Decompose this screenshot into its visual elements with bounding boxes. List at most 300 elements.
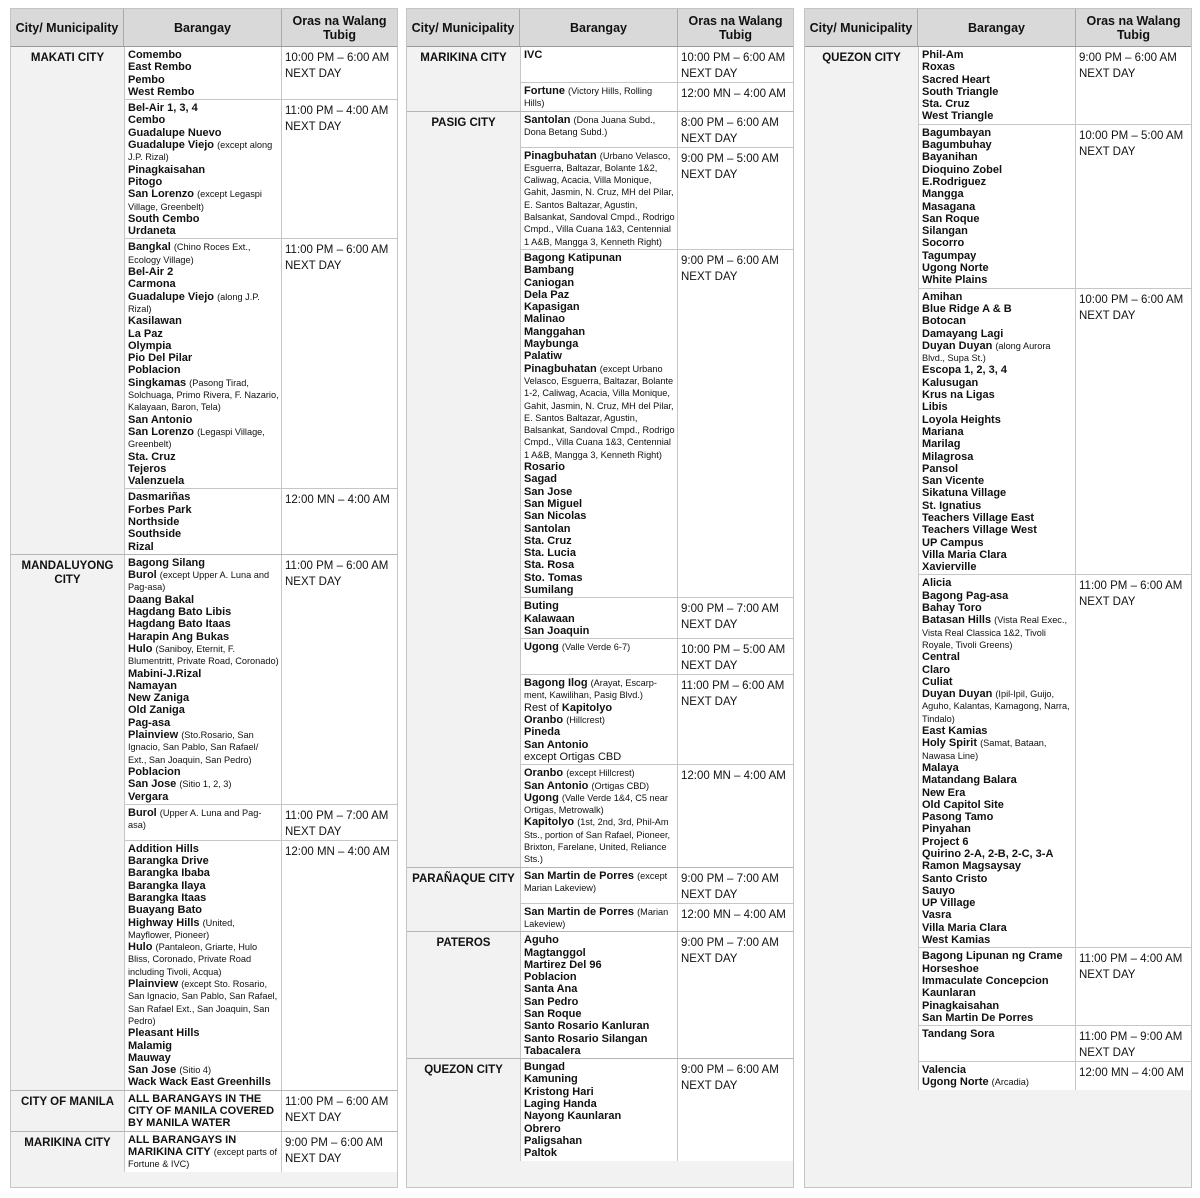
header-time: Oras na Walang Tubig	[1086, 13, 1181, 42]
barangay-name: UP Campus	[922, 536, 984, 549]
barangay-name: Palatiw	[524, 350, 562, 363]
barangay-list	[124, 841, 282, 1090]
barangay-item	[128, 668, 279, 680]
barangay-item	[922, 787, 1073, 799]
barangay-name: Silangan	[922, 225, 968, 238]
schedule-group	[124, 555, 397, 805]
barangay-item	[922, 139, 1073, 151]
barangay-name: Krus na Ligas	[922, 389, 995, 402]
barangay-item	[922, 237, 1073, 249]
barangay-item	[524, 1110, 675, 1122]
barangay-item	[128, 717, 279, 729]
barangay-name: Ugong	[524, 791, 559, 804]
barangay-name: Milagrosa	[922, 450, 974, 463]
barangay-name: San Martin De Porres	[922, 1011, 1034, 1024]
barangay-name: Masagana	[922, 200, 976, 213]
schedule-groups	[918, 47, 1191, 1090]
barangay-note: (Saniboy, Eternit, F. Blumentritt, Private Road, Coronado)	[128, 643, 279, 667]
barangay-item	[524, 767, 675, 779]
barangay-item	[922, 1012, 1073, 1024]
barangay-name: Ugong Norte	[922, 262, 989, 275]
barangay-name: Bambang	[524, 264, 575, 277]
schedule-panel-middle	[406, 8, 794, 1188]
barangay-name: Kalusugan	[922, 376, 979, 389]
barangay-name: San Antonio	[524, 779, 589, 792]
barangay-item	[128, 778, 279, 790]
barangay-list	[520, 1059, 678, 1160]
barangay-name: Malamig	[128, 1039, 173, 1052]
schedule-group	[520, 675, 793, 765]
barangay-item	[922, 922, 1073, 934]
barangay-item	[922, 127, 1073, 139]
barangay-name: Mangga	[922, 188, 964, 201]
barangay-item	[524, 326, 675, 338]
barangay-name: Santo Cristo	[922, 872, 988, 885]
barangay-item	[524, 780, 675, 792]
barangay-item	[524, 289, 675, 301]
barangay-item	[128, 594, 279, 606]
barangay-item	[922, 577, 1073, 589]
barangay-item	[922, 537, 1073, 549]
barangay-name: Vergara	[128, 790, 169, 803]
barangay-item	[128, 569, 279, 594]
header-barangay: Barangay	[520, 9, 678, 46]
barangay-name: Tagumpay	[922, 249, 977, 262]
schedule-groups	[520, 932, 793, 1058]
barangay-item	[524, 49, 675, 61]
barangay-name: Marilag	[922, 438, 961, 451]
barangay-list	[918, 575, 1076, 947]
outage-time: 11:00 PM – 6:00 AM NEXT DAY	[282, 1091, 397, 1131]
barangay-item	[128, 451, 279, 463]
barangay-name: IVC	[524, 49, 543, 61]
barangay-item	[128, 213, 279, 225]
barangay-name: Pinagkaisahan	[128, 163, 206, 176]
barangay-item	[128, 557, 279, 569]
barangay-note: (Sitio 4)	[179, 1065, 212, 1076]
barangay-name: Bagong Ilog	[524, 677, 588, 690]
barangay-item	[524, 338, 675, 350]
barangay-item	[922, 74, 1073, 86]
barangay-name: Pinyahan	[922, 823, 971, 836]
barangay-item	[128, 1040, 279, 1052]
barangay-item	[128, 917, 279, 942]
barangay-name: Santo Rosario Silangan	[524, 1032, 648, 1045]
barangay-name: Sto. Tomas	[524, 571, 583, 584]
barangay-item	[128, 867, 279, 879]
barangay-name: San Antonio	[524, 738, 589, 751]
barangay-item	[922, 725, 1073, 737]
barangay-item	[922, 848, 1073, 860]
outage-time: 9:00 PM – 6:00 AM NEXT DAY	[282, 1132, 397, 1172]
city-name: CITY OF MANILA	[20, 1095, 115, 1108]
schedule-group	[520, 868, 793, 904]
barangay-name: Urdaneta	[128, 225, 176, 238]
barangay-name: Botocan	[922, 315, 966, 328]
barangay-item	[922, 1000, 1073, 1012]
barangay-item	[922, 987, 1073, 999]
barangay-name: Loyola Heights	[922, 413, 1001, 426]
barangay-item	[524, 816, 675, 865]
barangay-item	[922, 426, 1073, 438]
barangay-item	[128, 704, 279, 716]
barangay-name: Dasmariñas	[128, 491, 191, 504]
barangay-item	[524, 1123, 675, 1135]
barangay-item	[524, 677, 675, 702]
barangay-note: (along J.P. Rizal)	[128, 291, 260, 314]
barangay-name: Bagumbuhay	[922, 139, 992, 152]
barangay-name: Hagdang Bato Itaas	[128, 618, 231, 631]
barangay-item	[922, 377, 1073, 389]
barangay-name: Bayanihan	[922, 151, 978, 164]
city-name: MAKATI CITY	[30, 52, 105, 64]
outage-time: 11:00 PM – 6:00 AM NEXT DAY	[678, 675, 793, 764]
barangay-item	[128, 266, 279, 278]
header-time: Oras na Walang Tubig	[292, 13, 387, 42]
barangay-name: Pinagkaisahan	[922, 999, 1000, 1012]
barangay-item	[524, 996, 675, 1008]
barangay-item	[128, 164, 279, 176]
barangay-name: Comembo	[128, 49, 182, 61]
barangay-item	[128, 49, 279, 61]
barangay-name: Kristong Hari	[524, 1085, 594, 1098]
outage-time: 12:00 MN – 4:00 AM	[678, 904, 793, 932]
barangay-note: (except Upper A. Luna and Pag-asa)	[128, 570, 270, 593]
barangay-name: La Paz	[128, 327, 163, 340]
city-block	[11, 47, 397, 555]
header-barangay: Barangay	[918, 9, 1076, 46]
barangay-item	[128, 880, 279, 892]
barangay-name: Wack Wack East Greenhills	[128, 1076, 271, 1089]
barangay-name: Holy Spirit	[922, 737, 978, 750]
barangay-item	[128, 364, 279, 376]
barangay-item	[922, 512, 1073, 524]
schedule-groups	[124, 1132, 397, 1172]
barangay-name: Poblacion	[128, 364, 181, 377]
barangay-list	[124, 1132, 282, 1172]
barangay-name: Sta. Cruz	[922, 98, 970, 111]
barangay-name: Pag-asa	[128, 716, 171, 729]
barangay-list	[918, 1026, 1076, 1061]
barangay-name: Villa Maria Clara	[922, 548, 1007, 561]
table-body	[11, 47, 397, 1172]
barangay-name: UP Village	[922, 897, 976, 910]
barangay-item	[128, 680, 279, 692]
schedule-groups	[520, 47, 793, 111]
barangay-list	[124, 805, 282, 840]
barangay-name: Immaculate Concepcion	[922, 974, 1049, 987]
barangay-name: East Rembo	[128, 61, 192, 74]
barangay-item	[524, 277, 675, 289]
barangay-item	[922, 836, 1073, 848]
barangay-list	[520, 868, 678, 903]
schedule-groups	[520, 112, 793, 867]
barangay-note: (Arcadia)	[991, 1077, 1029, 1088]
barangay-item	[128, 606, 279, 618]
schedule-group	[124, 1132, 397, 1172]
barangay-name: Pasong Tamo	[922, 811, 994, 824]
barangay-item	[922, 213, 1073, 225]
barangay-name: Bagong Katipunan	[524, 251, 622, 264]
barangay-item	[524, 934, 675, 946]
barangay-item	[524, 702, 675, 714]
barangay-name: Rosario	[524, 461, 565, 474]
barangay-name: Villa Maria Clara	[922, 921, 1007, 934]
barangay-note: (Ipil-Ipil, Guijo, Aguho, Kalantas, Kamagong, Narra, Tindalo)	[922, 689, 1070, 724]
schedule-group	[520, 112, 793, 148]
barangay-item	[128, 1064, 279, 1076]
barangay-item	[128, 643, 279, 668]
barangay-name: Santolan	[524, 522, 571, 535]
outage-time: 9:00 PM – 7:00 AM NEXT DAY	[678, 868, 793, 903]
barangay-name: Namayan	[128, 679, 177, 692]
barangay-name: Bagong Lipunan ng Crame	[922, 950, 1063, 963]
barangay-item	[128, 807, 279, 832]
barangay-item	[922, 250, 1073, 262]
schedule-group	[918, 575, 1191, 948]
barangay-name: White Plains	[922, 274, 988, 287]
barangay-name: Guadalupe Nuevo	[128, 126, 222, 139]
barangay-list	[918, 1062, 1076, 1090]
barangay-note: (except parts of Fortune & IVC)	[128, 1146, 278, 1170]
barangay-name: Plainview	[128, 978, 179, 991]
outage-time: 9:00 PM – 6:00 AM NEXT DAY	[678, 250, 793, 597]
barangay-note: (except Marian Lakeview)	[524, 870, 668, 893]
barangay-name: Obrero	[524, 1122, 561, 1135]
header-barangay: Barangay	[124, 9, 282, 46]
barangay-name: Santa Ana	[524, 983, 578, 996]
barangay-note: (United, Mayflower, Pioneer)	[128, 917, 235, 940]
city-block	[407, 932, 793, 1059]
schedule-group	[918, 1026, 1191, 1062]
barangay-name: Burol	[128, 569, 157, 582]
outage-time: 11:00 PM – 7:00 AM NEXT DAY	[282, 805, 397, 840]
barangay-name: Roxas	[922, 61, 956, 74]
barangay-note: (Valle Verde 1&4, C5 near Ortigas, Metrowalk)	[524, 792, 668, 816]
outage-time: 11:00 PM – 4:00 AM NEXT DAY	[282, 100, 397, 238]
barangay-name: Tabacalera	[524, 1044, 581, 1057]
barangay-item	[524, 584, 675, 596]
barangay-name: Sikatuna Village	[922, 487, 1007, 500]
barangay-name: Kalawaan	[524, 612, 575, 625]
barangay-item	[128, 692, 279, 704]
barangay-name: Bangkal	[128, 241, 171, 254]
barangay-name: Sauyo	[922, 884, 956, 897]
barangay-item	[922, 811, 1073, 823]
barangay-list	[124, 489, 282, 553]
barangay-item	[524, 1020, 675, 1032]
barangay-list	[520, 250, 678, 597]
city-block	[407, 112, 793, 868]
barangay-name: Old Capitol Site	[922, 798, 1004, 811]
barangay-item	[922, 885, 1073, 897]
city-name: PATEROS	[436, 937, 491, 950]
schedule-group	[124, 489, 397, 553]
barangay-name: Mariana	[922, 425, 964, 438]
barangay-note: (Victory Hills, Rolling Hills)	[524, 86, 653, 109]
schedule-panel-left	[10, 8, 398, 1188]
schedule-group	[520, 83, 793, 111]
barangay-name: Buayang Bato	[128, 904, 202, 917]
barangay-name: Northside	[128, 515, 180, 528]
barangay-name: Bel-Air 2	[128, 266, 174, 279]
barangay-name: Kapasigan	[524, 301, 580, 314]
barangay-list	[520, 904, 678, 932]
barangay-item	[128, 291, 279, 316]
barangay-note: (except Sto. Rosario, San Ignacio, San Pablo, San Rafael, San Rafael Ext., San Joaquin, San Pedro)	[128, 979, 278, 1026]
barangay-name: San Lorenzo	[128, 188, 195, 201]
outage-time: 12:00 MN – 4:00 AM	[1076, 1062, 1191, 1090]
barangay-name: Sagad	[524, 473, 558, 486]
schedule-group	[124, 239, 397, 489]
barangay-note: (Ortigas CBD)	[591, 780, 650, 791]
barangay-list	[520, 112, 678, 147]
schedule-group	[918, 125, 1191, 289]
barangay-name: Malinao	[524, 313, 565, 326]
barangay-name: Barangka Itaas	[128, 892, 207, 904]
barangay-name: San Roque	[524, 1008, 582, 1020]
barangay-item	[524, 792, 675, 817]
barangay-item	[922, 909, 1073, 921]
barangay-name: Sta. Cruz	[128, 450, 176, 463]
barangay-item	[922, 1064, 1073, 1076]
barangay-list	[520, 47, 678, 82]
barangay-note: (Sitio 1, 2, 3)	[179, 779, 232, 790]
barangay-name: Barangka Ilaya	[128, 879, 206, 892]
outage-time: 9:00 PM – 5:00 AM NEXT DAY	[678, 148, 793, 249]
barangay-name: Dela Paz	[524, 288, 570, 301]
barangay-item	[128, 904, 279, 916]
outage-time: 11:00 PM – 6:00 AM NEXT DAY	[1076, 575, 1191, 947]
barangay-name: Guadalupe Viejo	[128, 290, 214, 303]
header-city: City/ Municipality	[805, 9, 918, 46]
barangay-name: San Nicolas	[524, 510, 587, 523]
barangay-item	[922, 823, 1073, 835]
barangay-name: South Cembo	[128, 212, 200, 225]
barangay-name: Tejeros	[128, 462, 167, 475]
barangay-name: San Joaquin	[524, 624, 590, 637]
barangay-note: (1st, 2nd, 3rd, Phil-Am Sts., portion of San Rafael, Pioneer, Brixton, Farelane, United, Reliance Sts.)	[524, 817, 671, 865]
barangay-name: Pleasant Hills	[128, 1027, 200, 1040]
barangay-item	[922, 262, 1073, 274]
barangay-name: Dioquino Zobel	[922, 163, 1003, 176]
barangay-item	[128, 225, 279, 237]
schedule-group	[520, 148, 793, 250]
barangay-item	[128, 426, 279, 451]
barangay-name: Pansol	[922, 462, 959, 475]
table-header	[11, 9, 397, 47]
barangay-name: Claro	[922, 663, 951, 676]
barangay-item	[524, 870, 675, 895]
barangay-item	[524, 498, 675, 510]
city-name: MARIKINA CITY	[420, 52, 507, 64]
barangay-name: Teachers Village East	[922, 511, 1035, 524]
outage-time: 9:00 PM – 6:00 AM NEXT DAY	[678, 1059, 793, 1160]
barangay-name: Harapin Ang Bukas	[128, 630, 230, 643]
barangay-name: Poblacion	[524, 971, 577, 984]
barangay-item	[524, 751, 675, 763]
barangay-name: Ugong	[524, 641, 559, 654]
barangay-item	[128, 1027, 279, 1039]
barangay-list	[124, 239, 282, 488]
barangay-name: Kasilawan	[128, 315, 182, 328]
barangay-item	[524, 726, 675, 738]
schedule-groups	[124, 1091, 397, 1131]
schedule-group	[520, 932, 793, 1058]
barangay-name: Martirez Del 96	[524, 958, 602, 971]
barangay-note: (along Aurora Blvd., Supa St.)	[922, 340, 1051, 364]
barangay-item	[922, 950, 1073, 962]
barangay-name: West Rembo	[128, 85, 195, 98]
barangay-item	[128, 618, 279, 630]
barangay-item	[524, 510, 675, 522]
barangay-item	[524, 264, 675, 276]
barangay-item	[128, 352, 279, 364]
barangay-item	[922, 225, 1073, 237]
outage-time: 9:00 PM – 7:00 AM NEXT DAY	[678, 598, 793, 638]
barangay-name: Sumilang	[524, 583, 574, 596]
barangay-item	[128, 315, 279, 327]
barangay-name: Manggahan	[524, 325, 586, 338]
barangay-name: Southside	[128, 528, 182, 541]
barangay-name: Paltok	[524, 1147, 558, 1160]
barangay-item	[524, 625, 675, 637]
barangay-item	[922, 110, 1073, 122]
barangay-name: South Triangle	[922, 85, 999, 98]
city-name: QUEZON CITY	[822, 52, 901, 64]
barangay-note: (Sto.Rosario, San Ignacio, San Pablo, San Rafael/ Ext., San Joaquin, San Pedro)	[128, 730, 259, 765]
barangay-name: Pembo	[128, 73, 165, 86]
outage-time: 10:00 PM – 5:00 AM NEXT DAY	[1076, 125, 1191, 288]
table-body	[805, 47, 1191, 1090]
barangay-item	[524, 523, 675, 535]
city-block	[805, 47, 1191, 1090]
schedule-groups	[124, 555, 397, 1090]
barangay-item	[524, 947, 675, 959]
barangay-item	[922, 500, 1073, 512]
barangay-name: Blue Ridge A & B	[922, 302, 1012, 315]
barangay-name: Nayong Kaunlaran	[524, 1110, 622, 1123]
barangay-item	[922, 188, 1073, 200]
schedule-group	[918, 948, 1191, 1026]
barangay-name: Teachers Village West	[922, 524, 1037, 537]
schedule-groups	[520, 868, 793, 932]
barangay-list	[124, 100, 282, 238]
barangay-name: Santo Rosario Kanluran	[524, 1020, 650, 1033]
header-city: City/ Municipality	[11, 9, 124, 46]
barangay-name: Hulo	[128, 642, 153, 655]
barangay-item	[922, 98, 1073, 110]
barangay-name: E.Rodriguez	[922, 175, 987, 188]
barangay-item	[922, 664, 1073, 676]
barangay-note: (except Urbano Velasco, Esguerra, Baltazar, Bolante 1-2, Caliwag, Acacia, Villa Monique, Gahit, Jasmin, N. Cruz, MH del Pilar, E. Santos Baltazar, Agustin, Balsankat, Sandoval Cmpd., Rodrigo Cmpd., Villa Cuana 1&3, Centennial 1 A&B, Mangga 3, Kenneth Right)	[524, 363, 675, 460]
barangay-item	[524, 473, 675, 485]
barangay-name: San Miguel	[524, 497, 583, 510]
barangay-note: (except along J.P. Rizal)	[128, 140, 273, 163]
barangay-item	[922, 487, 1073, 499]
city-name: MANDALUYONG CITY	[21, 559, 114, 586]
barangay-note: (Valle Verde 6-7)	[561, 642, 631, 653]
barangay-item	[922, 934, 1073, 946]
barangay-name: Barangka Drive	[128, 855, 209, 868]
barangay-item	[128, 766, 279, 778]
barangay-name: Buting	[524, 600, 559, 613]
outage-time: 8:00 PM – 6:00 AM NEXT DAY	[678, 112, 793, 147]
schedule-group	[520, 1059, 793, 1160]
barangay-list	[124, 555, 282, 804]
barangay-name: Vasra	[922, 909, 952, 922]
barangay-item	[922, 475, 1073, 487]
